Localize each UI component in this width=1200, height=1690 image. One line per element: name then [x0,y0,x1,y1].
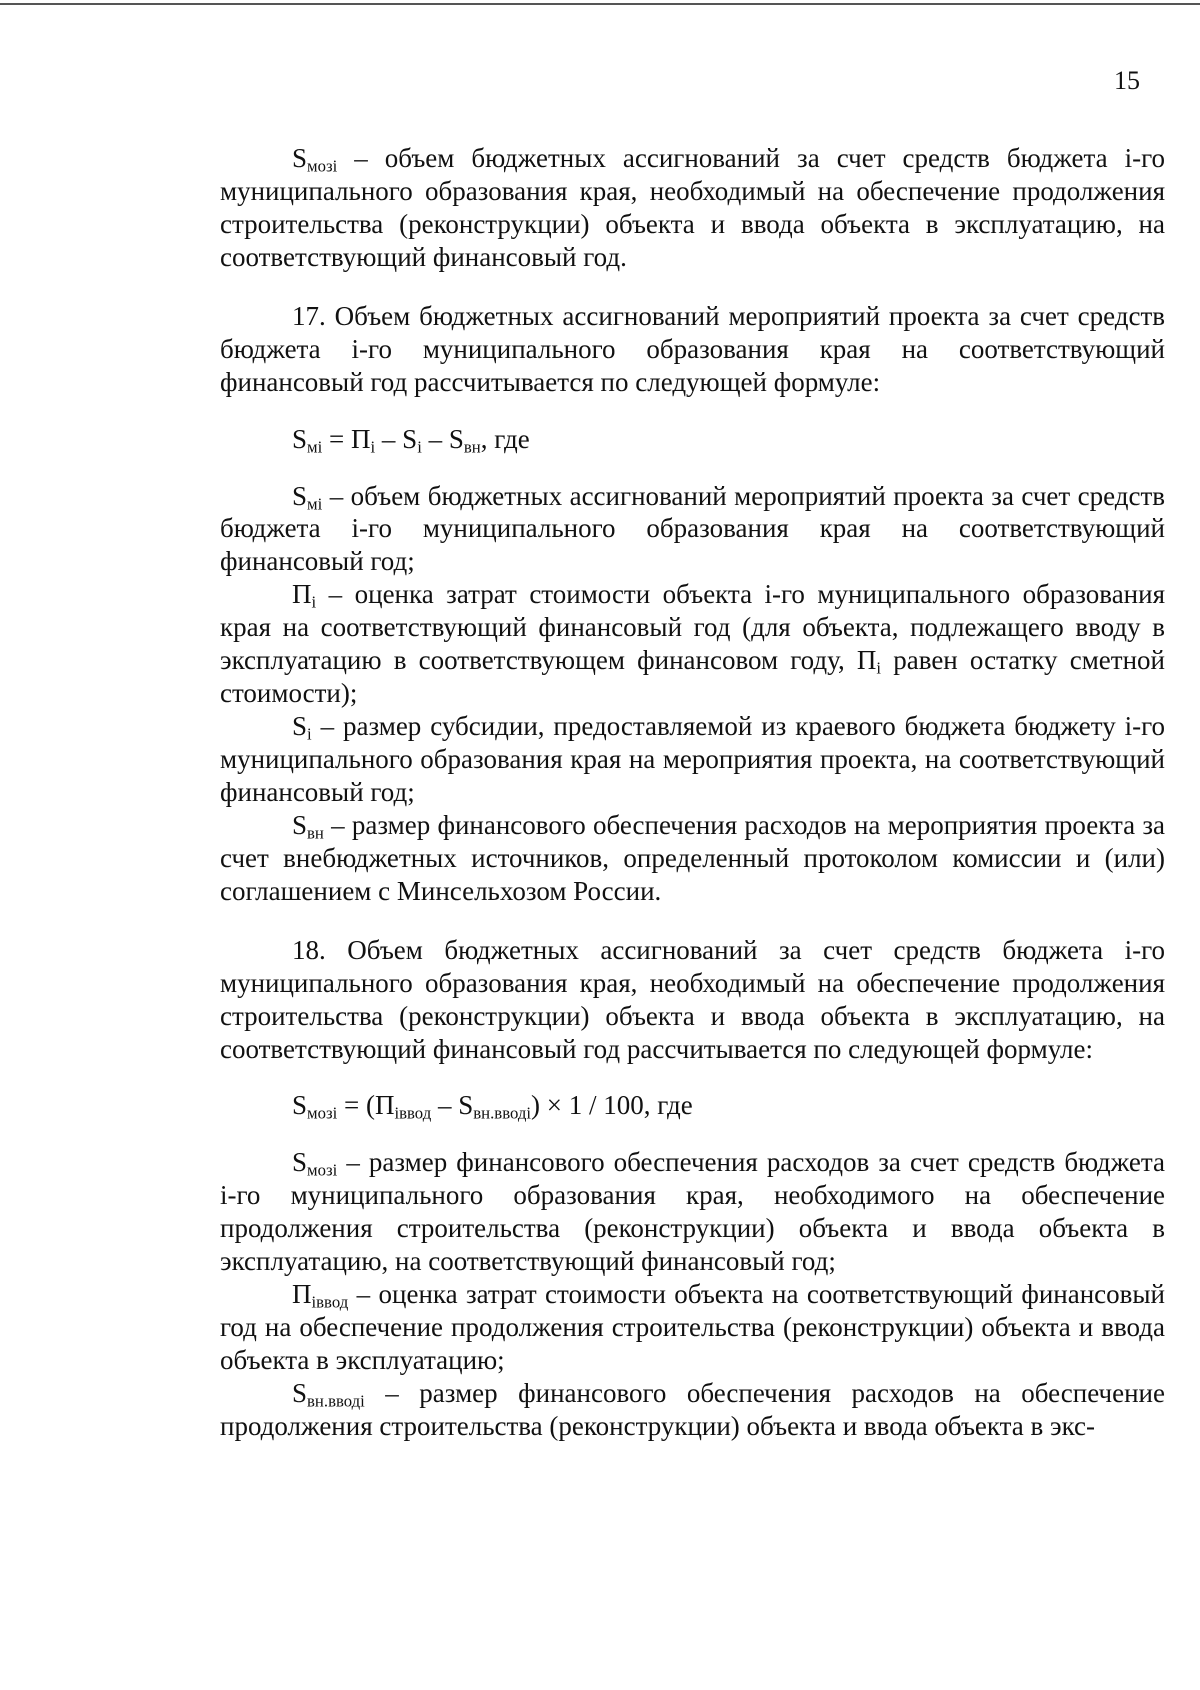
paragraph-smozi-definition [220,142,1165,274]
definition-svn-vvodi [220,1377,1165,1443]
definition-pi [220,578,1165,710]
definition-smi [220,480,1165,579]
formula-part: – S [375,423,418,454]
formula-subscript: іввод [394,1104,432,1124]
top-border-rule [0,3,1200,5]
formula-part: ) × 1 / 100, где [531,1090,693,1121]
formula-part: – S [421,423,464,454]
formula-smi [220,423,1165,456]
formula-symbol: S [292,1090,308,1121]
symbol-subscript: мі [307,494,323,514]
symbol-s: S [292,143,308,173]
definition-si [220,710,1165,809]
formula-subscript: і [370,437,376,457]
definition-smozi-2 [220,1146,1165,1278]
symbol-subscript: мозі [307,1161,338,1181]
definition-text: – размер финансового обеспечения расходов на мероприятия проекта за счет внебюджетных источников, определенный протоколом комиссии и (или) соглашением с Минсельхозом России. [220,809,1165,906]
paragraph-18: 18. Объем бюджетных ассигнований за счет средств бюджета і-го муниципального образования края, необходимый на обеспечение продолжения строительства (реконструкции) объекта и ввода объекта в эксплуатацию, на соответствующий финансовый год рассчитывается по следующей формуле: [220,934,1165,1064]
formula-subscript: мозі [307,1104,338,1124]
symbol-s: S [292,809,308,840]
symbol-subscript: іввод [311,1292,349,1312]
paragraph-17: 17. Объем бюджетных ассигнований мероприятий проекта за счет средств бюджета і-го муниципального образования края на соответствующий финансовый год рассчитывается по следующей формуле: [220,300,1165,397]
symbol-p: П [292,579,312,610]
document-body [220,142,1165,1443]
formula-subscript: і [417,437,422,457]
definition-text: – объем бюджетных ассигнований за счет средств бюджета і-го муниципального образования края, необходимый на обеспечение продолжения строительства (реконструкции) объекта и ввода объекта в эксплуатацию, на соответствующий финансовый год. [220,143,1165,272]
symbol-s: S [292,1147,308,1178]
symbol-subscript: і [307,724,312,744]
page-number: 15 [1114,66,1140,95]
definition-text: – размер субсидии, предоставляемой из краевого бюджета бюджету і-го муниципального образования края на мероприятия проекта, на соответствующий финансовый год; [220,711,1165,807]
definition-text: – оценка затрат стоимости объекта і-го муниципального образования края на соответствующий финансовый год (для объекта, подлежащего вводу в эксплуатацию в соответствующем финансовом году, П [220,579,1165,676]
definition-text: – размер финансового обеспечения расходов за счет средств бюджета і-го муниципального образования края, необходимого на обеспечение продолжения строительства (реконструкции) объекта и ввода объекта в эксплуатацию, на соответствующий финансовый год; [220,1147,1165,1277]
definition-text: равен остатку сметной стоимости); [220,645,1165,709]
symbol-subscript: і [876,658,882,678]
symbol-s: S [292,480,308,511]
definition-text: – оценка затрат стоимости объекта на соответствующий финансовый год на обеспечение продолжения строительства (реконструкции) объекта и ввода объекта в эксплуатацию; [220,1279,1165,1375]
formula-subscript: вн.вводі [473,1104,532,1124]
formula-part: = П [322,423,371,454]
symbol-s: S [292,711,308,742]
definition-svn [220,809,1165,908]
definition-piwwod [220,1278,1165,1377]
formula-smozi [220,1089,1165,1122]
symbol-subscript: вн [307,823,324,843]
symbol-p: П [292,1279,312,1310]
symbol-s: S [292,1377,308,1408]
formula-subscript: вн [463,437,481,457]
formula-subscript: мі [307,437,323,457]
definition-text: – размер финансового обеспечения расходов на обеспечение продолжения строительства (реконструкции) объекта и ввода объекта в экс- [220,1377,1165,1441]
formula-symbol: S [292,423,308,454]
symbol-subscript: і [311,592,317,612]
formula-part: , где [480,423,530,454]
formula-part: = (П [337,1090,395,1121]
symbol-subscript: вн.вводі [307,1391,365,1411]
definition-text: – объем бюджетных ассигнований мероприятий проекта за счет средств бюджета і-го муниципального образования края на соответствующий финансовый год; [220,480,1165,577]
symbol-subscript: мозі [307,156,338,176]
formula-part: – S [431,1090,474,1121]
